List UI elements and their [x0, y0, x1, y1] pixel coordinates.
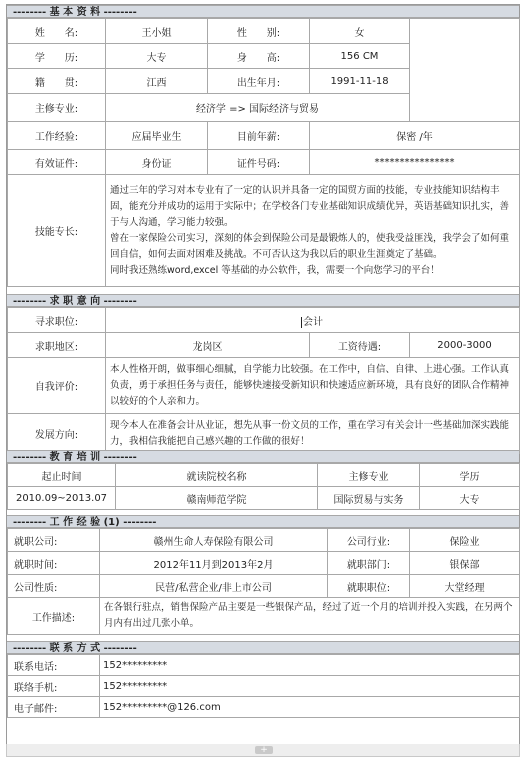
origin-value: 江西	[106, 69, 208, 94]
company-nature-label: 公司性质:	[8, 575, 100, 598]
height-label: 身 高:	[208, 44, 310, 69]
edu-period: 2010.09~2013.07	[8, 487, 116, 510]
phone-value: 152*********	[100, 655, 520, 676]
company-value: 赣州生命人寿保险有限公司	[100, 529, 328, 552]
job-value-text: 会计	[303, 316, 323, 328]
self-evaluation-text: 本人性格开朗，做事细心细腻，自学能力比较强。在工作中，自信、自律、上进心强。工作认真负责，勇于承担任务与责任，能够快速接受新知识和快速适应新环境，具有良好的团队合作精神以较好的个人亲和力。	[106, 358, 520, 414]
job-value	[106, 308, 520, 333]
origin-label: 籍 贯:	[8, 69, 106, 94]
education-value: 大专	[106, 44, 208, 69]
document-footer	[6, 744, 520, 757]
area-value: 龙岗区	[106, 333, 310, 358]
skills-label: 技能专长:	[8, 175, 106, 287]
edu-header-major: 主修专业	[318, 464, 420, 487]
certificate-number-value: ****************	[310, 150, 520, 175]
section-header-contact: -------- 联 系 方 式 --------	[7, 641, 519, 654]
position-label: 就职职位:	[328, 575, 410, 598]
development-text: 现今本人在准备会计从业证，想先从事一份文员的工作，重在学习有关会计一些基础加深实践能力，我相信我能把自己感兴趣的工作做的很好！	[106, 414, 520, 454]
contact-block	[7, 654, 519, 718]
job-label: 寻求职位:	[8, 308, 106, 333]
education-label: 学 历:	[8, 44, 106, 69]
industry-value: 保险业	[410, 529, 520, 552]
skills-text	[106, 175, 520, 287]
edu-header-degree: 学历	[420, 464, 520, 487]
major-value: 经济学 => 国际经济与贸易	[106, 94, 410, 122]
work-time-label: 就职时间:	[8, 552, 100, 575]
skills-paragraph: 通过三年的学习对本专业有了一定的认识并具备一定的国贸方面的技能，专业技能知识结构丰固，能充分并成功的运用于实际中；在学校各门专业基础知识成绩优异，英语基础知识扎实，善于与人沟通，学习能力较强。	[110, 184, 510, 228]
industry-label: 公司行业:	[328, 529, 410, 552]
area-label: 求职地区:	[8, 333, 106, 358]
certificate-value: 身份证	[106, 150, 208, 175]
intent-block	[7, 307, 519, 454]
skills-paragraph: 同时我还熟练word,excel 等基础的办公软件，我，需要一个向您学习的平台！	[110, 264, 440, 276]
pay-label: 工资待遇:	[310, 333, 410, 358]
development-label: 发展方向:	[8, 414, 106, 454]
company-label: 就职公司:	[8, 529, 100, 552]
work-description-text: 在各银行驻点，销售保险产品主要是一些银保产品，经过了近一个月的培训并投入实践，在另两个月内有出过几张小单。	[100, 598, 520, 635]
phone-label: 联系电话:	[8, 655, 100, 676]
mobile-value: 152*********	[100, 676, 520, 697]
position-value: 大堂经理	[410, 575, 520, 598]
mobile-label: 联络手机:	[8, 676, 100, 697]
gender-label: 性 别:	[208, 19, 310, 44]
work-time-value: 2012年11月到2013年2月	[100, 552, 328, 575]
section-header-education: -------- 教 育 培 训 --------	[7, 450, 519, 463]
edu-header-period: 起止时间	[8, 464, 116, 487]
email-label: 电子邮件:	[8, 697, 100, 718]
experience-label: 工作经验:	[8, 122, 106, 150]
salary-label: 目前年薪:	[208, 122, 310, 150]
email-value: 152*********@126.com	[100, 697, 520, 718]
self-evaluation-label: 自我评价:	[8, 358, 106, 414]
name-label: 姓 名:	[8, 19, 106, 44]
birth-label: 出生年月:	[208, 69, 310, 94]
work-block	[7, 528, 519, 635]
skills-paragraph: 曾在一家保险公司实习，深刻的体会到保险公司是最锻炼人的，使我受益匪浅，我学会了如何重回自信，如何去面对困难及挑战。不可否认这为我以后的职业生涯奠定了基础。	[110, 232, 510, 260]
edu-header-school: 就读院校名称	[116, 464, 318, 487]
name-value: 王小姐	[106, 19, 208, 44]
salary-value: 保密 /年	[310, 122, 520, 150]
section-header-intent: -------- 求 职 意 向 --------	[7, 294, 519, 307]
section-header-work: -------- 工 作 经 验 (1) --------	[7, 515, 519, 528]
section-header-basic: -------- 基 本 资 料 --------	[7, 5, 519, 18]
gender-value: 女	[310, 19, 410, 44]
certificate-number-label: 证件号码:	[208, 150, 310, 175]
department-value: 银保部	[410, 552, 520, 575]
photo-area	[410, 19, 520, 122]
add-section-button[interactable]	[255, 746, 273, 754]
department-label: 就职部门:	[328, 552, 410, 575]
certificate-label: 有效证件:	[8, 150, 106, 175]
company-nature-value: 民营/私营企业/非上市公司	[100, 575, 328, 598]
major-label: 主修专业:	[8, 94, 106, 122]
birth-value: 1991-11-18	[310, 69, 410, 94]
pay-value: 2000-3000	[410, 333, 520, 358]
resume-document	[6, 4, 520, 746]
work-description-label: 工作描述:	[8, 598, 100, 635]
plus-icon: +	[260, 745, 268, 755]
basic-info-block	[7, 18, 519, 287]
height-value: 156 CM	[310, 44, 410, 69]
edu-degree: 大专	[420, 487, 520, 510]
edu-major: 国际贸易与实务	[318, 487, 420, 510]
education-block	[7, 463, 519, 510]
edu-school: 赣南师范学院	[116, 487, 318, 510]
experience-value: 应届毕业生	[106, 122, 208, 150]
